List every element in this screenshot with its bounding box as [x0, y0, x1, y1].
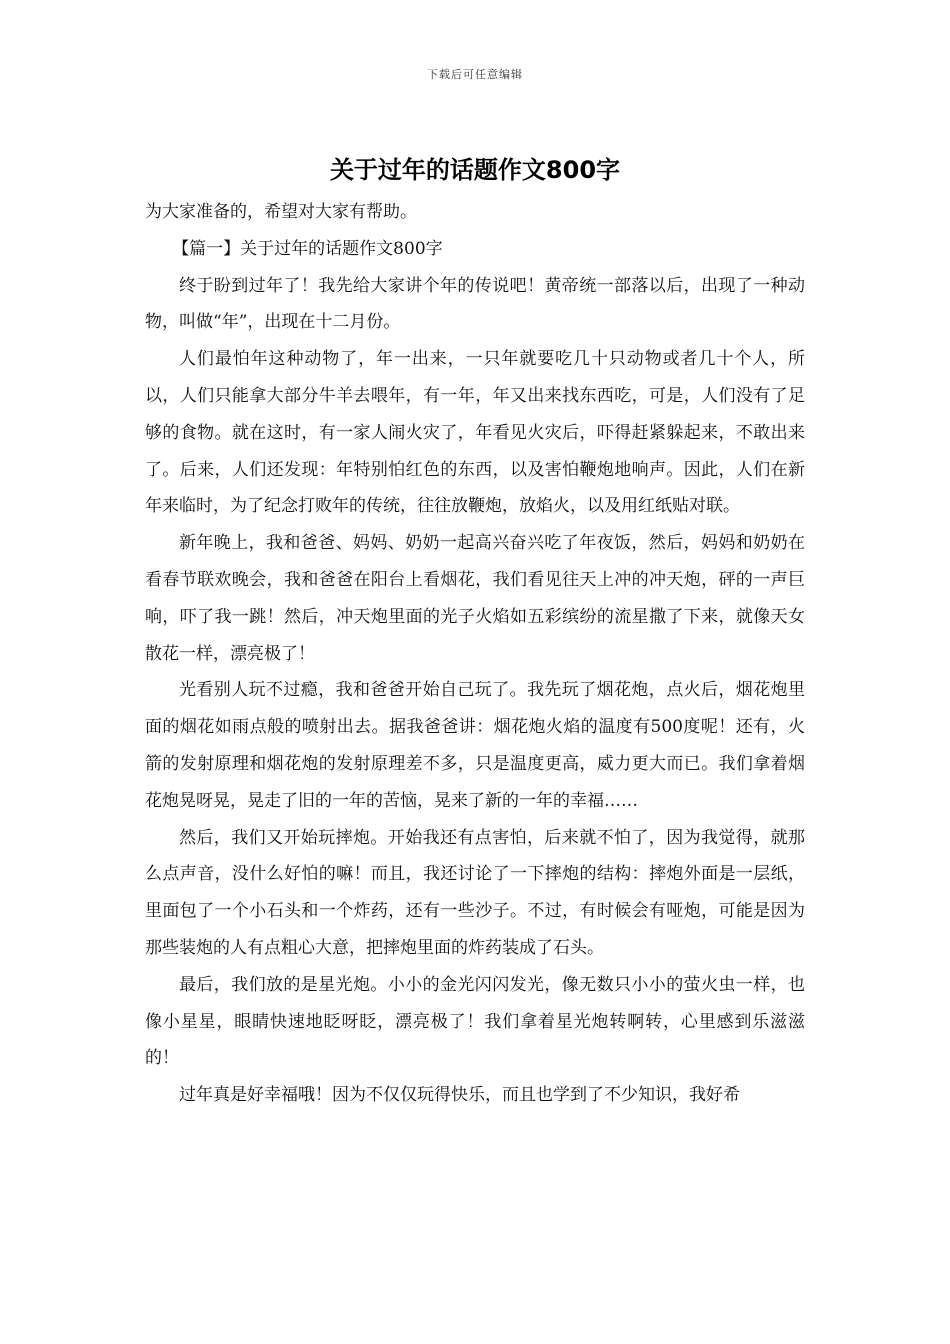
section-heading: 【篇一】关于过年的话题作文800字 — [172, 238, 443, 259]
intro-paragraph: 为大家准备的，希望对大家有帮助。 — [145, 202, 417, 222]
paragraph: 最后，我们放的是星光炮。小小的金光闪闪发光，像无数只小小的萤火虫一样，也像小星星，眼睛快速地眨呀眨，漂亮极了！我们拿着星光炮转啊转，心里感到乐滋滋的！ — [145, 974, 805, 1069]
paragraph: 终于盼到过年了！我先给大家讲个年的传说吧！黄帝统一部落以后，出现了一种动物，叫做“年”，出现在十二月份。 — [145, 275, 805, 333]
header-note: 下载后可任意编辑 — [427, 68, 523, 81]
paragraph: 过年真是好幸福哦！因为不仅仅玩得快乐，而且也学到了不少知识，我好希 — [179, 1085, 740, 1106]
paragraph: 新年晚上，我和爸爸、妈妈、奶奶一起高兴奋兴吃了年夜饭，然后，妈妈和奶奶在看春节联欢晚会，我和爸爸在阳台上看烟花，我们看见往天上冲的冲天炮，砰的一声巨响，吓了我一跳！然后，冲天炮里面的光子火焰如五彩缤纷的流星撒了下来，就像天女散花一样，漂亮极了！ — [145, 533, 805, 664]
paragraph: 人们最怕年这种动物了，年一出来，一只年就要吃几十只动物或者几十个人，所以，人们只能拿大部分牛羊去喂年，有一年，年又出来找东西吃，可是，人们没有了足够的食物。就在这时，有一家人闹火灾了，年看见火灾后，吓得赶紧躲起来，不敢出来了。后来，人们还发现：年特别怕红色的东西，以及害怕鞭炮地响声。因此，人们在新年来临时，为了纪念打败年的传统，往往放鞭炮，放焰火，以及用红纸贴对联。 — [145, 349, 805, 517]
paragraph: 然后，我们又开始玩摔炮。开始我还有点害怕，后来就不怕了，因为我觉得，就那么点声音，没什么好怕的嘛！而且，我还讨论了一下摔炮的结构：摔炮外面是一层纸，里面包了一个小石头和一个炸药，还有一些沙子。不过，有时候会有哑炮，可能是因为那些装炮的人有点粗心大意，把摔炮里面的炸药装成了石头。 — [145, 827, 805, 958]
page-title: 关于过年的话题作文800字 — [329, 156, 621, 184]
paragraph: 光看别人玩不过瘾，我和爸爸开始自己玩了。我先玩了烟花炮，点火后，烟花炮里面的烟花如雨点般的喷射出去。据我爸爸讲：烟花炮火焰的温度有500度呢！还有，火箭的发射原理和烟花炮的发射原理差不多，只是温度更高，威力更大而已。我们拿着烟花炮晃呀晃，晃走了旧的一年的苦恼，晃来了新的一年的幸福…… — [145, 680, 805, 811]
document-body — [145, 194, 805, 1114]
